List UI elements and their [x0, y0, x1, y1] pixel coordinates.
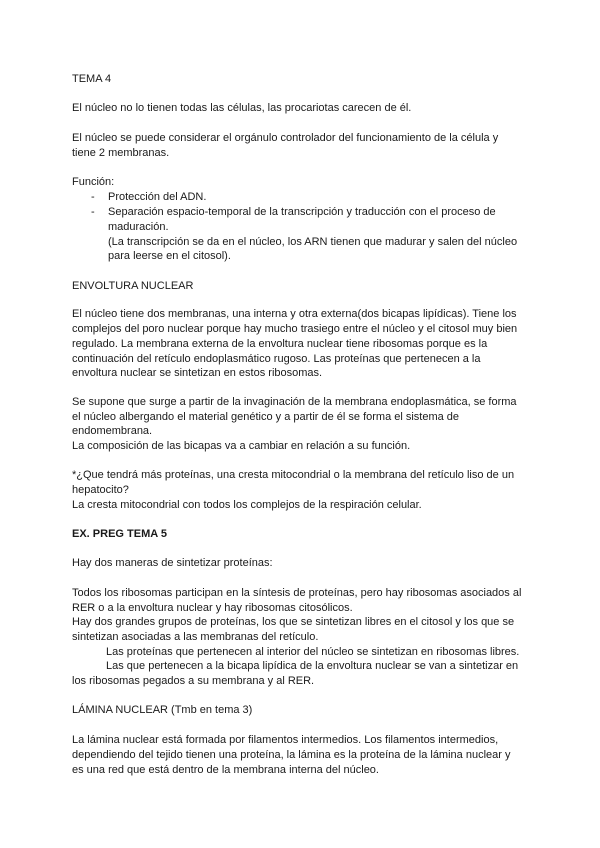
- bullet-dash: -: [91, 191, 95, 203]
- text-line: Se supone que surge a partir de la invaginación de la membrana endoplasmática, se forma: [72, 396, 517, 408]
- text-line: tiene 2 membranas.: [72, 147, 170, 159]
- text-line: es una red que está dentro de la membrana interna del núcleo.: [72, 764, 379, 776]
- text-line: El núcleo se puede considerar el orgánulo controlador del funcionamiento de la célula y: [72, 132, 499, 144]
- text-line: continuación del retículo endoplasmático rugoso. Las proteínas que pertenecen a la: [72, 353, 481, 365]
- heading-envoltura-nuclear: ENVOLTURA NUCLEAR: [72, 280, 194, 292]
- indented-line: Las proteínas que pertenecen al interior del núcleo se sintetizan en ribosomas libres.: [106, 646, 520, 658]
- text-line: El núcleo tiene dos membranas, una interna y otra externa(dos bicapas lipídicas). Tiene los: [72, 308, 517, 320]
- list-item: Protección del ADN.: [108, 191, 207, 203]
- text-line: los ribosomas pegados a su membrana y al RER.: [72, 675, 315, 687]
- text-line: complejos del poro nuclear porque hay mucho trasiego entre el núcleo y el citosol muy bien: [72, 323, 518, 335]
- text-line: regulado. La membrana externa de la envoltura nuclear tiene ribosomas porque es la: [72, 338, 488, 350]
- heading-ex-preg-tema-5: EX. PREG TEMA 5: [72, 528, 167, 540]
- question-line: *¿Que tendrá más proteínas, una cresta mitocondrial o la membrana del retículo liso de un: [72, 469, 515, 481]
- bullet-dash: -: [91, 206, 95, 218]
- question-line: hepatocito?: [72, 484, 129, 496]
- text-line: El núcleo no lo tienen todas las células, las procariotas carecen de él.: [72, 102, 412, 114]
- list-item-continuation: (La transcripción se da en el núcleo, los ARN tienen que madurar y salen del núcleo: [108, 236, 518, 248]
- text-line: Todos los ribosomas participan en la síntesis de proteínas, pero hay ribosomas asociados al: [72, 587, 522, 599]
- text-line: dependiendo del tejido tienen una proteína, la lámina es la proteína de la lámina nuclear y: [72, 749, 511, 761]
- text-line: endomembrana.: [72, 425, 153, 437]
- list-item-continuation: para leerse en el citosol).: [108, 250, 231, 262]
- text-line: La composición de las bicapas va a cambiar en relación a su función.: [72, 440, 411, 452]
- text-line: Hay dos maneras de sintetizar proteínas:: [72, 557, 273, 569]
- answer-line: La cresta mitocondrial con todos los complejos de la respiración celular.: [72, 499, 422, 511]
- heading-lamina-nuclear: LÁMINA NUCLEAR (Tmb en tema 3): [72, 704, 253, 716]
- heading-tema-4: TEMA 4: [72, 73, 112, 85]
- text-line: envoltura nuclear se sintetizan en estos ribosomas.: [72, 367, 323, 379]
- indented-line: Las que pertenecen a la bicapa lipídica de la envoltura nuclear se van a sintetizar en: [106, 660, 519, 672]
- text-line: RER o a la envoltura nuclear y hay ribosomas citosólicos.: [72, 602, 353, 614]
- text-line: La lámina nuclear está formada por filamentos intermedios. Los filamentos intermedios,: [72, 734, 499, 746]
- list-item: Separación espacio-temporal de la transcripción y traducción con el proceso de: [108, 206, 496, 218]
- text-line: el núcleo albergando el material genético y a partir de él se forma el sistema de: [72, 411, 460, 423]
- list-item-continuation: maduración.: [108, 221, 169, 233]
- label-funcion: Función:: [72, 176, 115, 188]
- text-line: sintetizan asociadas a las membranas del retículo.: [72, 631, 319, 643]
- text-line: Hay dos grandes grupos de proteínas, los que se sintetizan libres en el citosol y los que se: [72, 616, 515, 628]
